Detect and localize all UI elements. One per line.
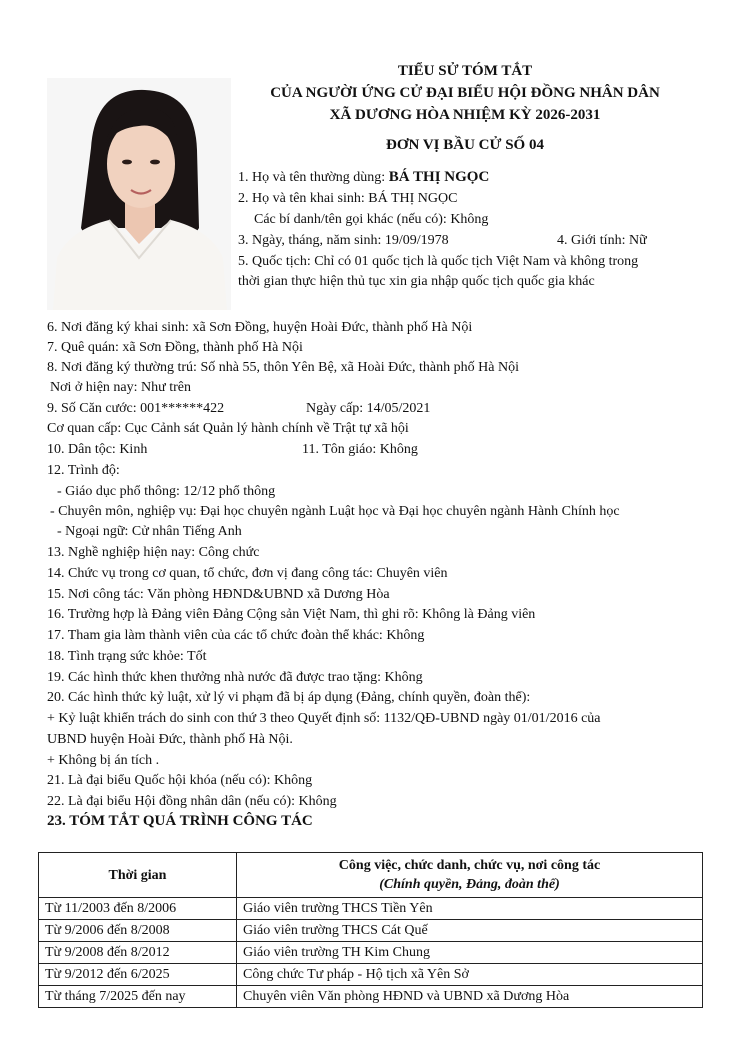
table-row — [39, 920, 703, 942]
table-row — [39, 898, 703, 920]
row-job: Giáo viên trường THCS Cát Quế — [237, 920, 703, 942]
row-time: Từ 11/2003 đến 8/2006 — [39, 898, 237, 920]
work-history-title: 23. TÓM TẮT QUÁ TRÌNH CÔNG TÁC — [47, 813, 313, 829]
doc-subtitle: CỦA NGƯỜI ỨNG CỬ ĐẠI BIỂU HỘI ĐỒNG NHÂN DÂN — [270, 85, 660, 101]
field-workplace: 15. Nơi công tác: Văn phòng HĐND&UBND xã Dương Hòa — [47, 587, 390, 602]
field-foreign-language: - Ngoại ngữ: Cử nhân Tiếng Anh — [57, 524, 242, 539]
doc-electoral-unit: ĐƠN VỊ BẦU CỬ SỐ 04 — [386, 137, 544, 153]
row-job: Giáo viên trường TH Kim Chung — [237, 942, 703, 964]
field-permanent-residence: 8. Nơi đăng ký thường trú: Số nhà 55, thôn Yên Bệ, xã Hoài Đức, thành phố Hà Nội — [47, 360, 519, 375]
field-birth-name: 2. Họ và tên khai sinh: BÁ THỊ NGỌC — [238, 191, 458, 206]
portrait-photo — [47, 78, 231, 310]
table-row — [39, 942, 703, 964]
row-time: Từ 9/2006 đến 8/2008 — [39, 920, 237, 942]
doc-term: XÃ DƯƠNG HÒA NHIỆM KỲ 2026-2031 — [329, 107, 601, 123]
field-common-name-label: 1. Họ và tên thường dùng: — [238, 170, 389, 185]
field-aliases: Các bí danh/tên gọi khác (nếu có): Không — [254, 212, 489, 227]
row-job: Chuyên viên Văn phòng HĐND và UBND xã Dương Hòa — [237, 986, 703, 1008]
field-id-number: 9. Số Căn cước: 001******422 — [47, 401, 225, 416]
column-header-job-line1: Công việc, chức danh, chức vụ, nơi công tác — [338, 858, 601, 873]
field-peoples-council: 22. Là đại biểu Hội đồng nhân dân (nếu có): Không — [47, 794, 337, 809]
row-time: Từ 9/2012 đến 6/2025 — [39, 964, 237, 986]
field-organizations: 17. Tham gia làm thành viên của các tổ chức đoàn thể khác: Không — [47, 628, 425, 643]
row-time: Từ 9/2008 đến 8/2012 — [39, 942, 237, 964]
field-nationality-cont: thời gian thực hiện thủ tục xin gia nhập quốc tịch quốc gia khác — [238, 274, 595, 289]
field-birth-date: 3. Ngày, tháng, năm sinh: 19/09/1978 — [238, 233, 449, 248]
field-gender: 4. Giới tính: Nữ — [557, 233, 647, 248]
table-header-row — [39, 853, 703, 898]
column-header-job-line2: (Chính quyền, Đảng, đoàn thể) — [379, 877, 560, 892]
field-general-education: - Giáo dục phổ thông: 12/12 phổ thông — [57, 484, 276, 499]
field-awards: 19. Các hình thức khen thưởng nhà nước đã được trao tặng: Không — [47, 670, 423, 685]
field-id-agency: Cơ quan cấp: Cục Cảnh sát Quản lý hành chính về Trật tự xã hội — [47, 421, 409, 436]
field-specialization: - Chuyên môn, nghiệp vụ: Đại học chuyên ngành Luật học và Đại học chuyên ngành Hành Chính học — [50, 504, 620, 519]
table-row — [39, 986, 703, 1008]
field-common-name — [238, 168, 489, 187]
column-header-time: Thời gian — [39, 853, 237, 898]
row-job: Công chức Tư pháp - Hộ tịch xã Yên Sở — [237, 964, 703, 986]
column-header-job — [237, 853, 703, 898]
field-nationality: 5. Quốc tịch: Chỉ có 01 quốc tịch là quốc tịch Việt Nam và không trong — [238, 254, 639, 269]
table-row — [39, 964, 703, 986]
field-national-assembly: 21. Là đại biểu Quốc hội khóa (nếu có): Không — [47, 773, 313, 788]
field-birth-registration: 6. Nơi đăng ký khai sinh: xã Sơn Đồng, huyện Hoài Đức, thành phố Hà Nội — [47, 320, 473, 335]
row-time: Từ tháng 7/2025 đến nay — [39, 986, 237, 1008]
field-occupation: 13. Nghề nghiệp hiện nay: Công chức — [47, 545, 260, 560]
field-health: 18. Tình trạng sức khỏe: Tốt — [47, 649, 207, 664]
field-education: 12. Trình độ: — [47, 463, 120, 478]
field-discipline-item-cont: UBND huyện Hoài Đức, thành phố Hà Nội. — [47, 732, 293, 747]
row-job: Giáo viên trường THCS Tiền Yên — [237, 898, 703, 920]
field-current-residence: Nơi ở hiện nay: Như trên — [50, 380, 191, 395]
document-header — [240, 60, 690, 156]
field-ethnicity: 10. Dân tộc: Kinh — [47, 442, 148, 457]
field-discipline-item: + Kỷ luật khiển trách do sinh con thứ 3 theo Quyết định số: 1132/QĐ-UBND ngày 01/01/2016 của — [47, 711, 601, 726]
work-history-table — [38, 852, 703, 1008]
field-hometown: 7. Quê quán: xã Sơn Đồng, thành phố Hà Nội — [47, 340, 303, 355]
field-religion: 11. Tôn giáo: Không — [302, 442, 418, 457]
field-position: 14. Chức vụ trong cơ quan, tổ chức, đơn vị đang công tác: Chuyên viên — [47, 566, 448, 581]
field-party-membership: 16. Trường hợp là Đảng viên Đảng Cộng sản Việt Nam, thì ghi rõ: Không là Đảng viên — [47, 607, 536, 622]
field-common-name-value: BÁ THỊ NGỌC — [388, 169, 490, 185]
field-criminal-record: + Không bị án tích . — [47, 753, 160, 768]
doc-title: TIỂU SỬ TÓM TẮT — [397, 63, 533, 79]
field-discipline: 20. Các hình thức kỷ luật, xử lý vi phạm đã bị áp dụng (Đảng, chính quyền, đoàn thể): — [47, 690, 531, 705]
field-id-issue-date: Ngày cấp: 14/05/2021 — [306, 401, 431, 416]
